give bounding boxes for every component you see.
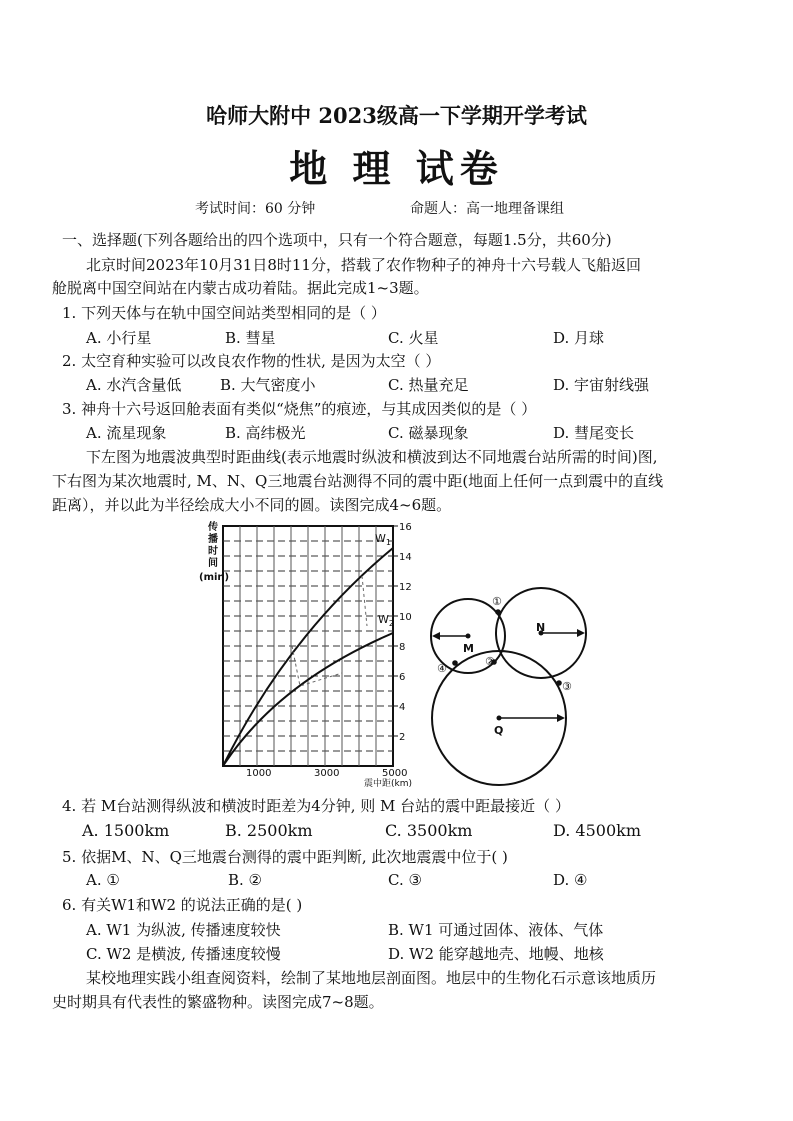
q1-option-d: D. 月球 [553,329,605,347]
q4-option-a: A. 1500km [82,821,170,840]
y-axis-unit: (min) [199,572,230,583]
question-1-stem: 1. 下列天体与在轨中国空间站类型相同的是（ ） [62,304,386,322]
q5-option-b: B. ② [228,871,263,889]
y-tick-label: 4 [399,702,406,713]
y-tick-label: 2 [399,732,406,743]
q2-option-c: C. 热量充足 [388,376,469,394]
q6-option-d: D. W2 能穿越地壳、地幔、地核 [388,945,604,963]
q4-option-d: D. 4500km [553,821,642,840]
question-6-stem: 6. 有关W1和W2 的说法正确的是( ) [62,896,303,914]
q2-option-d: D. 宇宙射线强 [553,376,650,394]
passage-line: 下右图为某次地震时, M、N、Q三地震台站测得不同的震中距(地面上任何一点到震中的直线 [52,472,664,490]
q2-option-b: B. 大气密度小 [220,376,316,394]
question-5-stem: 5. 依据M、N、Q三地震台测得的震中距判断, 此次地震震中位于( ) [62,848,508,866]
w1-label: $W_1$ [375,532,391,547]
y-axis-label: 播 [208,534,218,545]
point-2-label: ② [485,655,495,668]
q4-option-c: C. 3500km [385,821,473,840]
passage-line: 某校地理实践小组查阅资料，绘制了某地地层剖面图。地层中的生物化石示意该地质历 [86,969,657,987]
x-tick-label: 3000 [314,768,340,779]
y-tick-label: 8 [399,642,406,653]
q3-option-a: A. 流星现象 [86,424,167,442]
point-1-label: ① [492,595,502,608]
q5-option-d: D. ④ [553,871,588,889]
exam-title: 哈师大附中 2023级高一下学期开学考试 [206,103,587,128]
x-axis-label: 震中距(km) [364,779,413,789]
label-q: Q [494,724,504,737]
point-4-label: ④ [437,662,447,675]
y-axis-label: 时 [208,546,218,557]
label-m: M [463,642,474,655]
w2-label: $W_2$ [378,613,394,628]
x-tick-label: 1000 [246,768,272,779]
point-3-label: ③ [562,680,572,693]
question-4-stem: 4. 若 M台站测得纵波和横波时距差为4分钟, 则 M 台站的震中距最接近（ ） [62,797,570,815]
epicenter-circles-diagram [428,565,618,790]
y-axis-label: 传 [208,522,218,533]
y-tick-label: 16 [399,522,412,533]
q6-option-a: A. W1 为纵波, 传播速度较快 [86,921,281,939]
q4-option-b: B. 2500km [225,821,313,840]
question-2-stem: 2. 太空育种实验可以改良农作物的性状, 是因为太空（ ） [62,352,441,370]
q6-option-c: C. W2 是横波, 传播速度较慢 [86,945,281,963]
x-tick-label: 5000 [382,768,408,779]
q2-option-a: A. 水汽含量低 [86,376,182,394]
section-heading: 一、选择题(下列各题给出的四个选项中，只有一个符合题意，每题1.5分，共60分) [62,231,612,249]
y-axis-label: 间 [208,558,218,569]
subject-title: 地 理 试卷 [289,146,504,191]
q1-option-a: A. 小行星 [86,329,152,347]
passage-line: 史时期具有代表性的繁盛物种。读图完成7~8题。 [52,993,384,1011]
q1-option-b: B. 彗星 [225,329,276,347]
q6-option-b: B. W1 可通过固体、液体、气体 [388,921,604,939]
exam-author: 命题人：高一地理备课组 [410,201,564,217]
passage-line: 下左图为地震波典型时距曲线(表示地震时纵波和横波到达不同地震台站所需的时间)图, [86,448,658,466]
exam-time: 考试时间：60 分钟 [195,201,316,217]
label-n: N [536,621,546,634]
q5-option-a: A. ① [86,871,120,889]
y-tick-label: 6 [399,672,406,683]
q1-option-c: C. 火星 [388,329,439,347]
y-tick-label: 12 [399,582,412,593]
y-tick-label: 10 [399,612,412,623]
intro-line: 舱脱离中国空间站在内蒙古成功着陆。据此完成1~3题。 [52,279,429,297]
y-tick-label: 14 [399,552,412,563]
intro-line: 北京时间2023年10月31日8时11分，搭载了农作物种子的神舟十六号载人飞船返回 [86,256,641,274]
q5-option-c: C. ③ [388,871,422,889]
q3-option-b: B. 高纬极光 [225,424,306,442]
q3-option-d: D. 彗尾变长 [553,424,635,442]
q3-option-c: C. 磁暴现象 [388,424,469,442]
question-3-stem: 3. 神舟十六号返回舱表面有类似“烧焦”的痕迹，与其成因类似的是（ ） [62,400,537,418]
passage-line: 距离），并以此为半径绘成大小不同的圆。读图完成4~6题。 [52,496,452,514]
seismic-travel-time-graph [192,518,422,790]
